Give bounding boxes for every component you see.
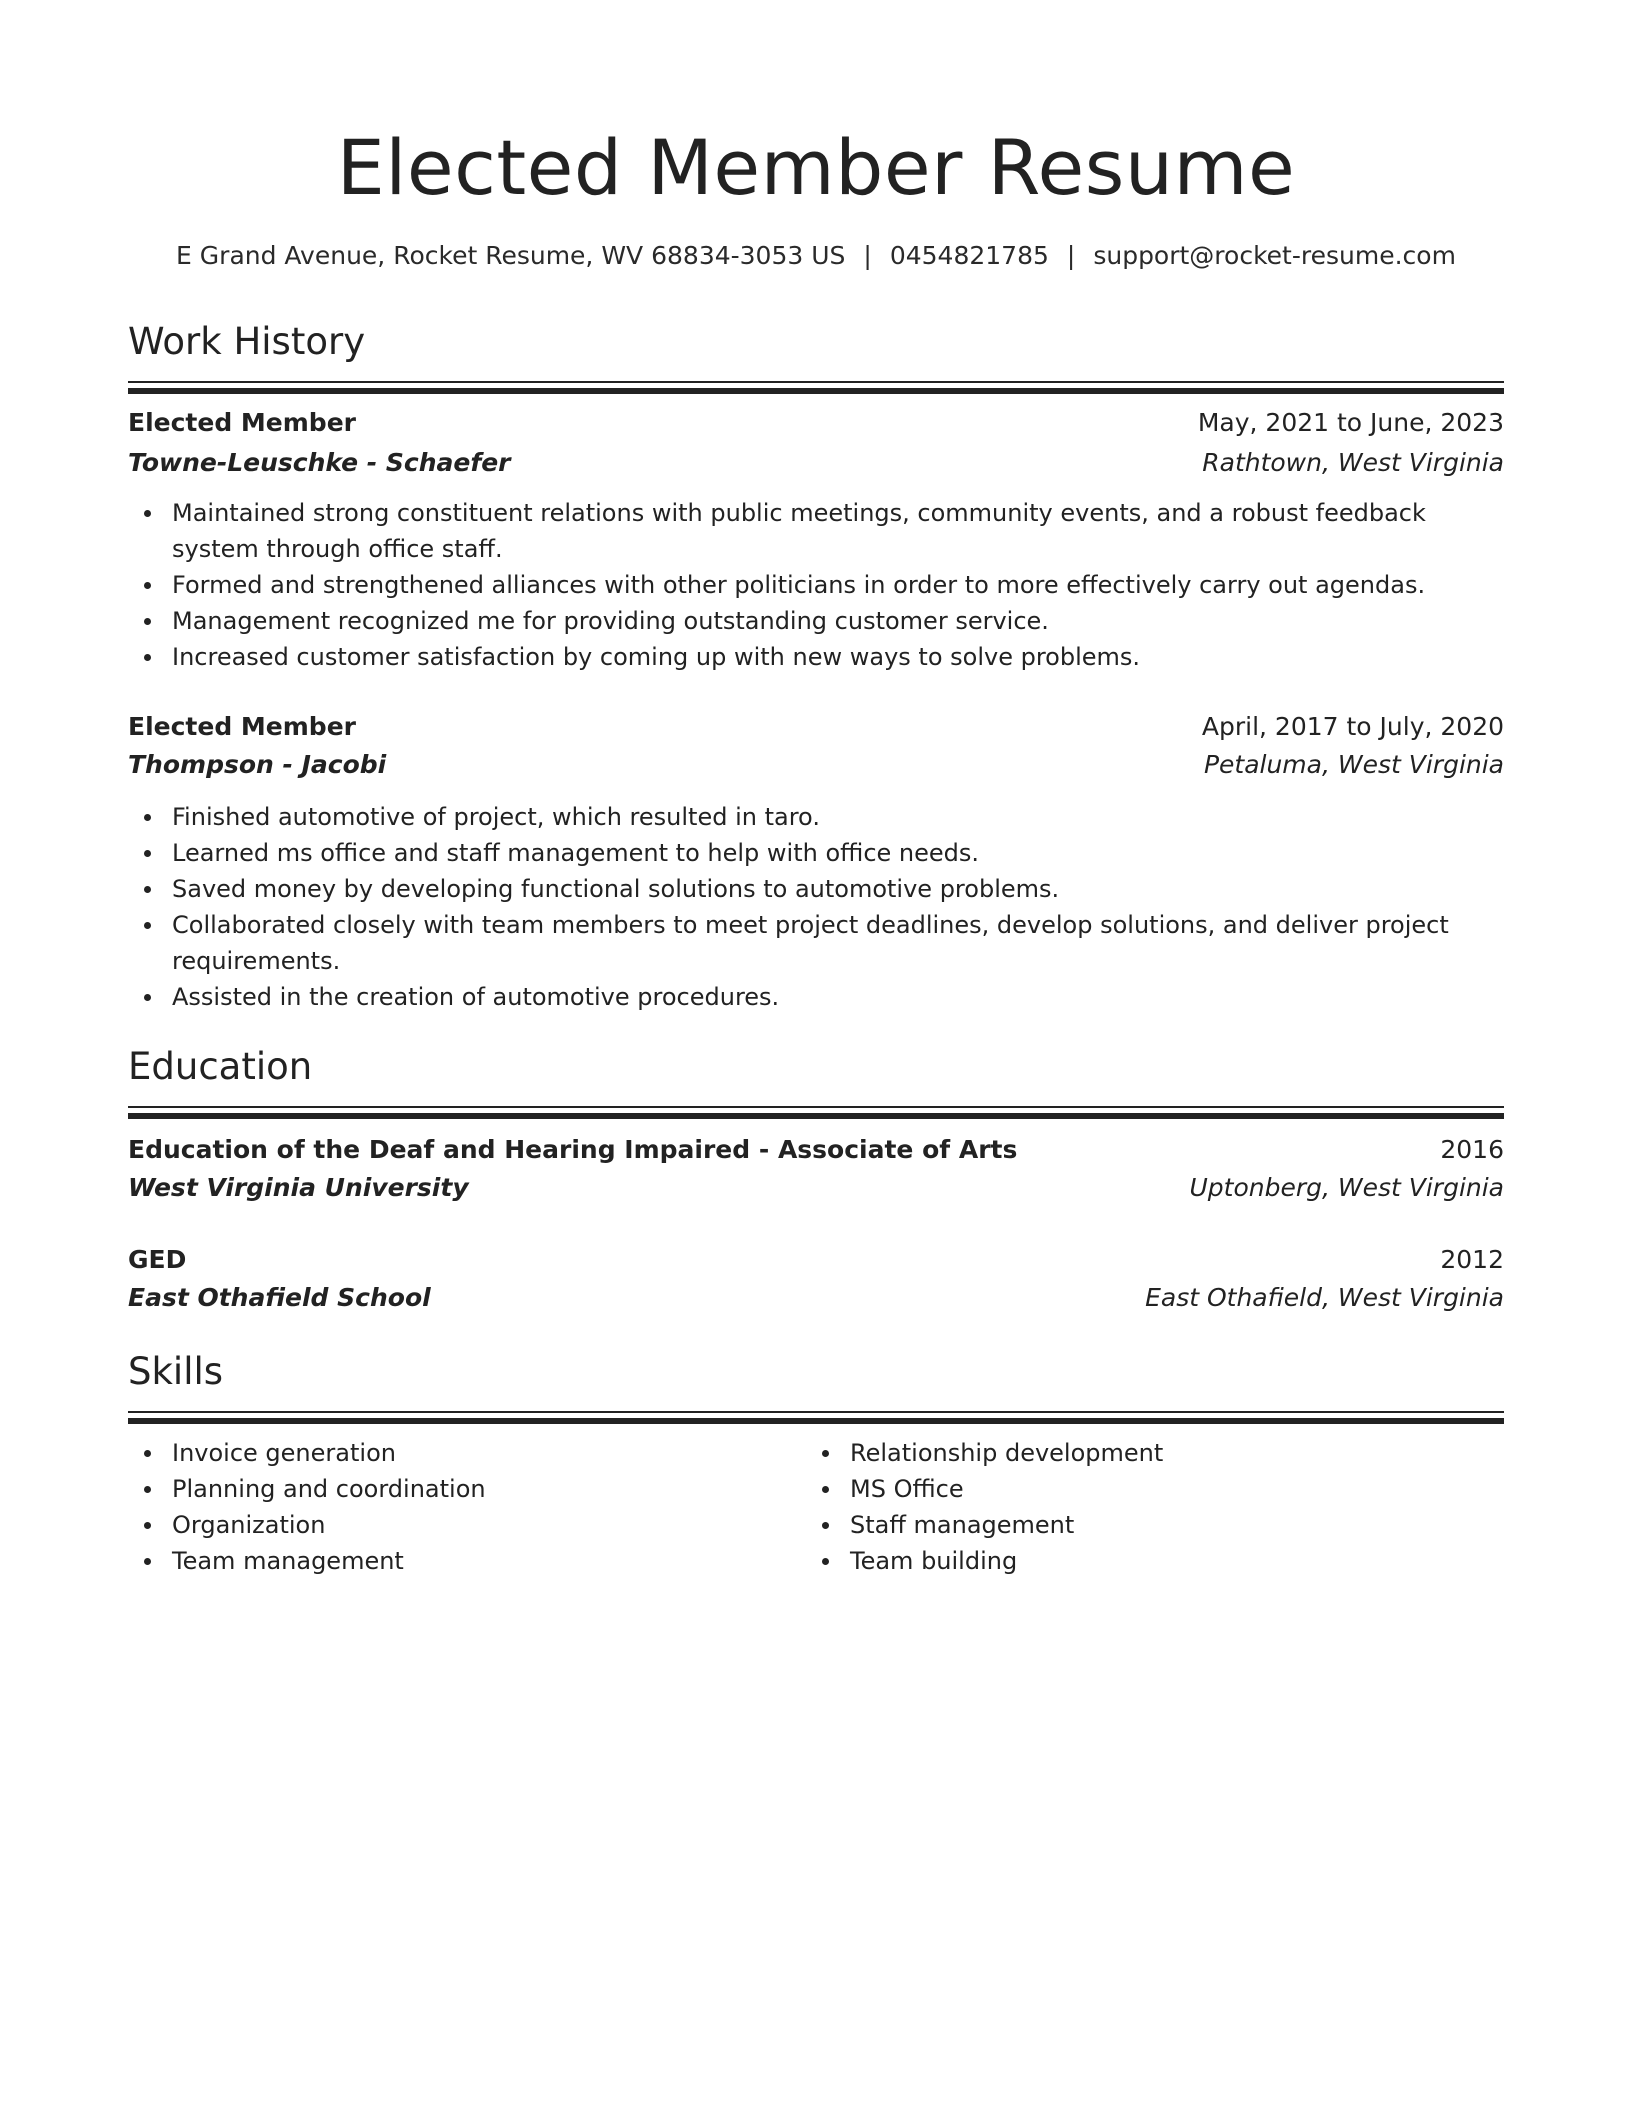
section-title: Skills [128, 1350, 224, 1393]
skills-section [128, 1347, 1504, 1575]
section-title: Work History [128, 320, 366, 363]
job-bullet: Increased customer satisfaction by coming up with new ways to solve problems. [172, 639, 1504, 675]
skill-item: Organization [172, 1507, 486, 1543]
job-title: Elected Member [128, 712, 356, 741]
contact-line [128, 236, 1504, 276]
education-location: Uptonberg, West Virginia [1189, 1173, 1504, 1202]
skill-item: Relationship development [850, 1435, 1163, 1471]
job-bullet: Finished automotive of project, which resulted in taro. [172, 799, 1504, 835]
job-location: Petaluma, West Virginia [1203, 750, 1504, 779]
skill-item: Staff management [850, 1507, 1163, 1543]
skill-item: Team management [172, 1543, 486, 1579]
education-school: East Othafield School [128, 1283, 431, 1312]
skills-list-left [128, 1435, 486, 1579]
education-degree: GED [128, 1245, 187, 1274]
education-header-row [128, 1241, 1504, 1279]
job-company: Towne-Leuschke - Schaefer [128, 448, 511, 477]
job-header-row [128, 404, 1504, 442]
job-company: Thompson - Jacobi [128, 750, 387, 779]
job-bullet: Collaborated closely with team members to meet project deadlines, develop solutions, and deliver project requirements. [172, 907, 1504, 979]
education-entry [128, 1131, 1504, 1207]
contact-phone: 0454821785 [889, 241, 1049, 270]
job-title: Elected Member [128, 408, 356, 437]
job-bullet: Learned ms office and staff management to help with office needs. [172, 835, 1504, 871]
job-bullet: Formed and strengthened alliances with other politicians in order to more effectively carry out agendas. [172, 567, 1504, 603]
skills-list-right [806, 1435, 1163, 1579]
education-entry [128, 1241, 1504, 1317]
job-company-row [128, 746, 1504, 784]
job-bullets [128, 495, 1504, 675]
job-bullet: Management recognized me for providing outstanding customer service. [172, 603, 1504, 639]
job-bullets [128, 799, 1504, 1015]
job-header-row [128, 708, 1504, 746]
resume-name: Elected Member Resume [336, 123, 1296, 212]
section-divider [128, 381, 1504, 393]
job-bullet: Saved money by developing functional solutions to automotive problems. [172, 871, 1504, 907]
education-year: 2012 [1440, 1245, 1504, 1274]
job-company-row [128, 444, 1504, 482]
contact-email: support@rocket-resume.com [1093, 241, 1456, 270]
skill-item: MS Office [850, 1471, 1163, 1507]
education-section [128, 1042, 1504, 1317]
education-school-row [128, 1169, 1504, 1207]
job-bullet: Maintained strong constituent relations with public meetings, community events, and a robust feedback system through office staff. [172, 495, 1504, 567]
section-title: Education [128, 1045, 313, 1088]
education-degree: Education of the Deaf and Hearing Impaired - Associate of Arts [128, 1135, 1018, 1164]
skill-item: Team building [850, 1543, 1163, 1579]
job-bullet: Assisted in the creation of automotive procedures. [172, 979, 1504, 1015]
section-divider [128, 1106, 1504, 1118]
skill-item: Invoice generation [172, 1435, 486, 1471]
education-year: 2016 [1440, 1135, 1504, 1164]
education-header-row [128, 1131, 1504, 1169]
contact-separator: | [1066, 241, 1076, 270]
education-school: West Virginia University [128, 1173, 469, 1202]
education-school-row [128, 1279, 1504, 1317]
job-entry [128, 404, 1504, 675]
contact-address: E Grand Avenue, Rocket Resume, WV 68834-3053 US [176, 241, 846, 270]
skill-item: Planning and coordination [172, 1471, 486, 1507]
education-location: East Othafield, West Virginia [1145, 1283, 1504, 1312]
work-history-section [128, 317, 1504, 1015]
job-dates: May, 2021 to June, 2023 [1197, 408, 1504, 437]
job-location: Rathtown, West Virginia [1202, 448, 1504, 477]
section-divider [128, 1411, 1504, 1423]
job-dates: April, 2017 to July, 2020 [1201, 712, 1504, 741]
job-entry [128, 708, 1504, 1015]
contact-separator: | [863, 241, 872, 270]
